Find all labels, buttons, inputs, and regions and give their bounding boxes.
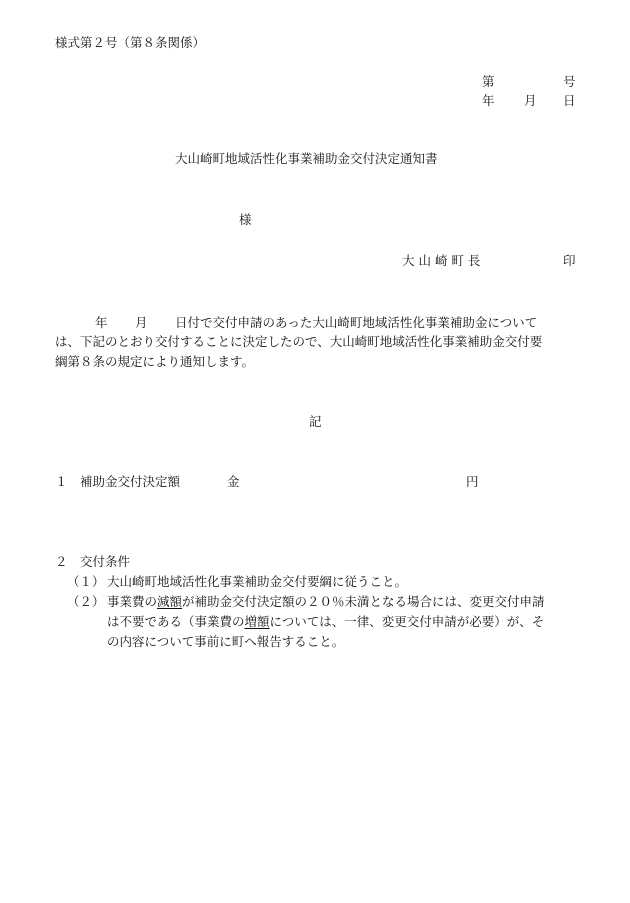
body-line2: は、下記のとおり交付することに決定したので、大山崎町地域活性化事業補助金交付要 [55, 334, 543, 349]
seal-mark: 印 [563, 253, 576, 268]
date-year: 年 [482, 93, 495, 108]
item1-prefix: 金 [227, 474, 240, 489]
condition2-line3: の内容について事前に町へ報告すること。 [107, 634, 345, 649]
document-title: 大山崎町地域活性化事業補助金交付決定通知書 [175, 151, 438, 166]
issuer-name: 大 山 崎 町 長 [402, 253, 481, 268]
date-month: 月 [524, 93, 537, 108]
condition1-text: 大山崎町地域活性化事業補助金交付要綱に従うこと。 [107, 574, 408, 589]
doc-number-suffix: 号 [563, 74, 576, 89]
ki-heading: 記 [309, 414, 322, 429]
body-line3: 綱第８条の規定により通知します。 [55, 354, 255, 369]
body-line1: 日付で交付申請のあった大山崎町地域活性化事業補助金について [175, 315, 538, 330]
condition2-text-c: が補助金交付決定額の２０％未満となる場合には、変更交付申請 [182, 594, 545, 609]
item1-number: １ [55, 474, 68, 489]
date-day: 日 [563, 93, 576, 108]
condition2-number: （２） [67, 594, 105, 609]
condition2-decrease: 減額 [157, 594, 183, 609]
form-number: 様式第２号（第８条関係） [55, 35, 206, 50]
condition2-text-a: 事業費の [107, 594, 158, 609]
item1-label: 補助金交付決定額 [80, 474, 181, 489]
body-month: 月 [135, 315, 148, 330]
item2-number: ２ [55, 554, 68, 569]
body-year: 年 [95, 315, 108, 330]
condition1-number: （１） [67, 574, 105, 589]
condition2-l2-text-c: については、一律、変更交付申請が必要）が、そ [269, 614, 545, 629]
item2-label: 交付条件 [80, 554, 131, 569]
doc-number-label: 第 [482, 74, 495, 89]
addressee-suffix: 様 [239, 212, 252, 227]
condition2-l2-text-a: は不要である（事業費の [107, 614, 245, 629]
condition2-line2 [107, 614, 544, 630]
item1-unit: 円 [466, 474, 479, 489]
condition2-line1 [107, 594, 545, 610]
condition2-increase: 増額 [244, 614, 270, 629]
